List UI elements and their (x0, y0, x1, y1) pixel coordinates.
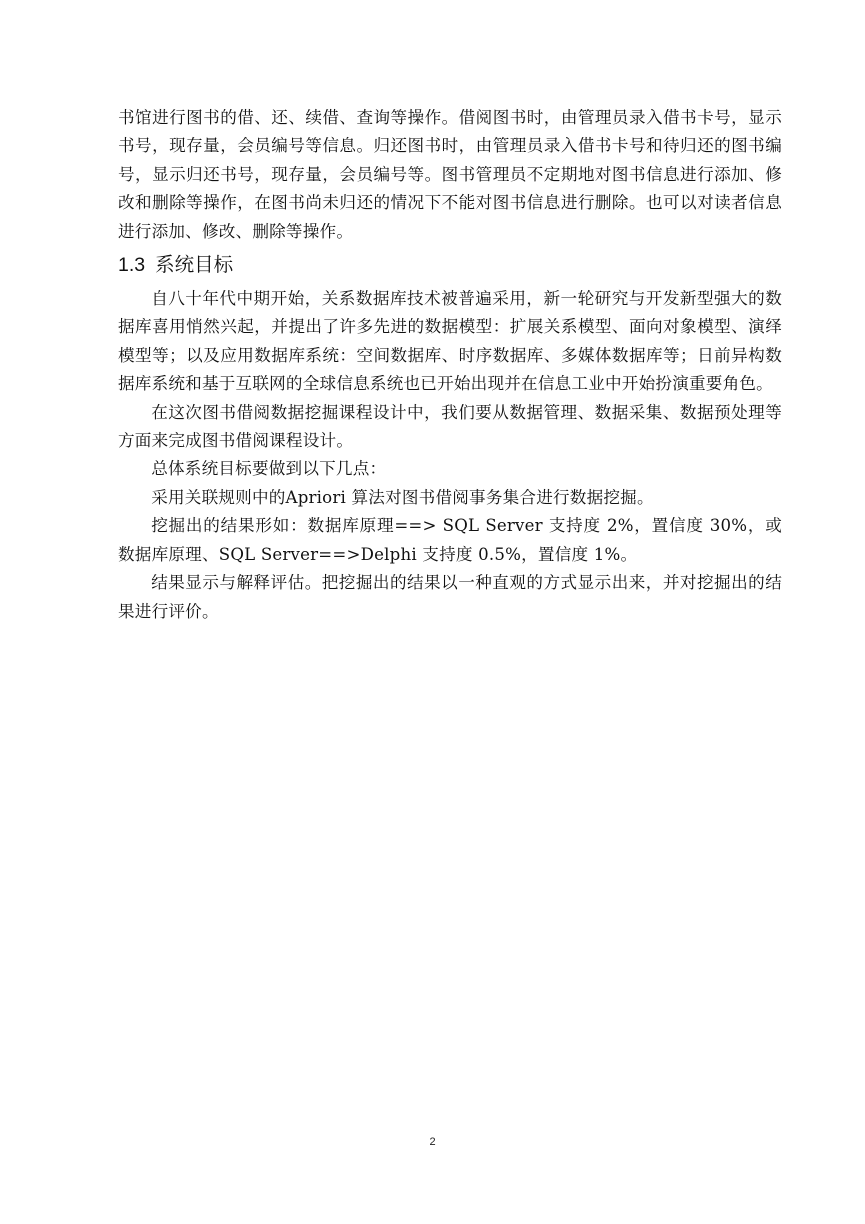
page-number: 2 (429, 1136, 436, 1148)
paragraph-goal-apriori: 采用关联规则中的Apriori 算法对图书借阅事务集合进行数据挖掘。 (151, 487, 654, 507)
paragraph-background: 自八十年代中期开始，关系数据库技术被普遍采用，新一轮研究与开发新型强大的数据库喜用悄然兴起，并提出了许多先进的数据模型：扩展关系模型、面向对象模型、演绎模型等；以及应用数据库系统：空间数据库、时序数据库、多媒体数据库等；日前异构数据库系统和基于互联网的全球信息系统也已开始出现并在信息工业中开始扮演重要角色。 (118, 289, 782, 394)
page-content (118, 104, 782, 626)
paragraph-goal-evaluation: 结果显示与解释评估。把挖掘出的结果以一种直观的方式显示出来，并对挖掘出的结果进行评价。 (118, 573, 782, 621)
paragraph-course-design: 在这次图书借阅数据挖掘课程设计中，我们要从数据管理、数据采集、数据预处理等方面来完成图书借阅课程设计。 (118, 402, 782, 451)
section-heading (118, 249, 782, 281)
section-number: 1.3 (118, 254, 146, 277)
section-title: 系统目标 (155, 253, 234, 277)
paragraph-goals-intro: 总体系统目标要做到以下几点： (151, 459, 387, 479)
paragraph-goal-result-format: 挖掘出的结果形如：数据库原理==> SQL Server 支持度 2%，置信度 30%，或数据库原理、SQL Server==>Delphi 支持度 0.5%，置信度 1%。 (118, 516, 782, 564)
intro-paragraph: 书馆进行图书的借、还、续借、查询等操作。借阅图书时，由管理员录入借书卡号，显示书号，现存量，会员编号等信息。归还图书时，由管理员录入借书卡号和待归还的图书编号，显示归还书号，现存量，会员编号等。图书管理员不定期地对图书信息进行添加、修改和删除等操作，在图书尚未归还的情况下不能对图书信息进行删除。也可以对读者信息进行添加、修改、删除等操作。 (118, 108, 782, 241)
